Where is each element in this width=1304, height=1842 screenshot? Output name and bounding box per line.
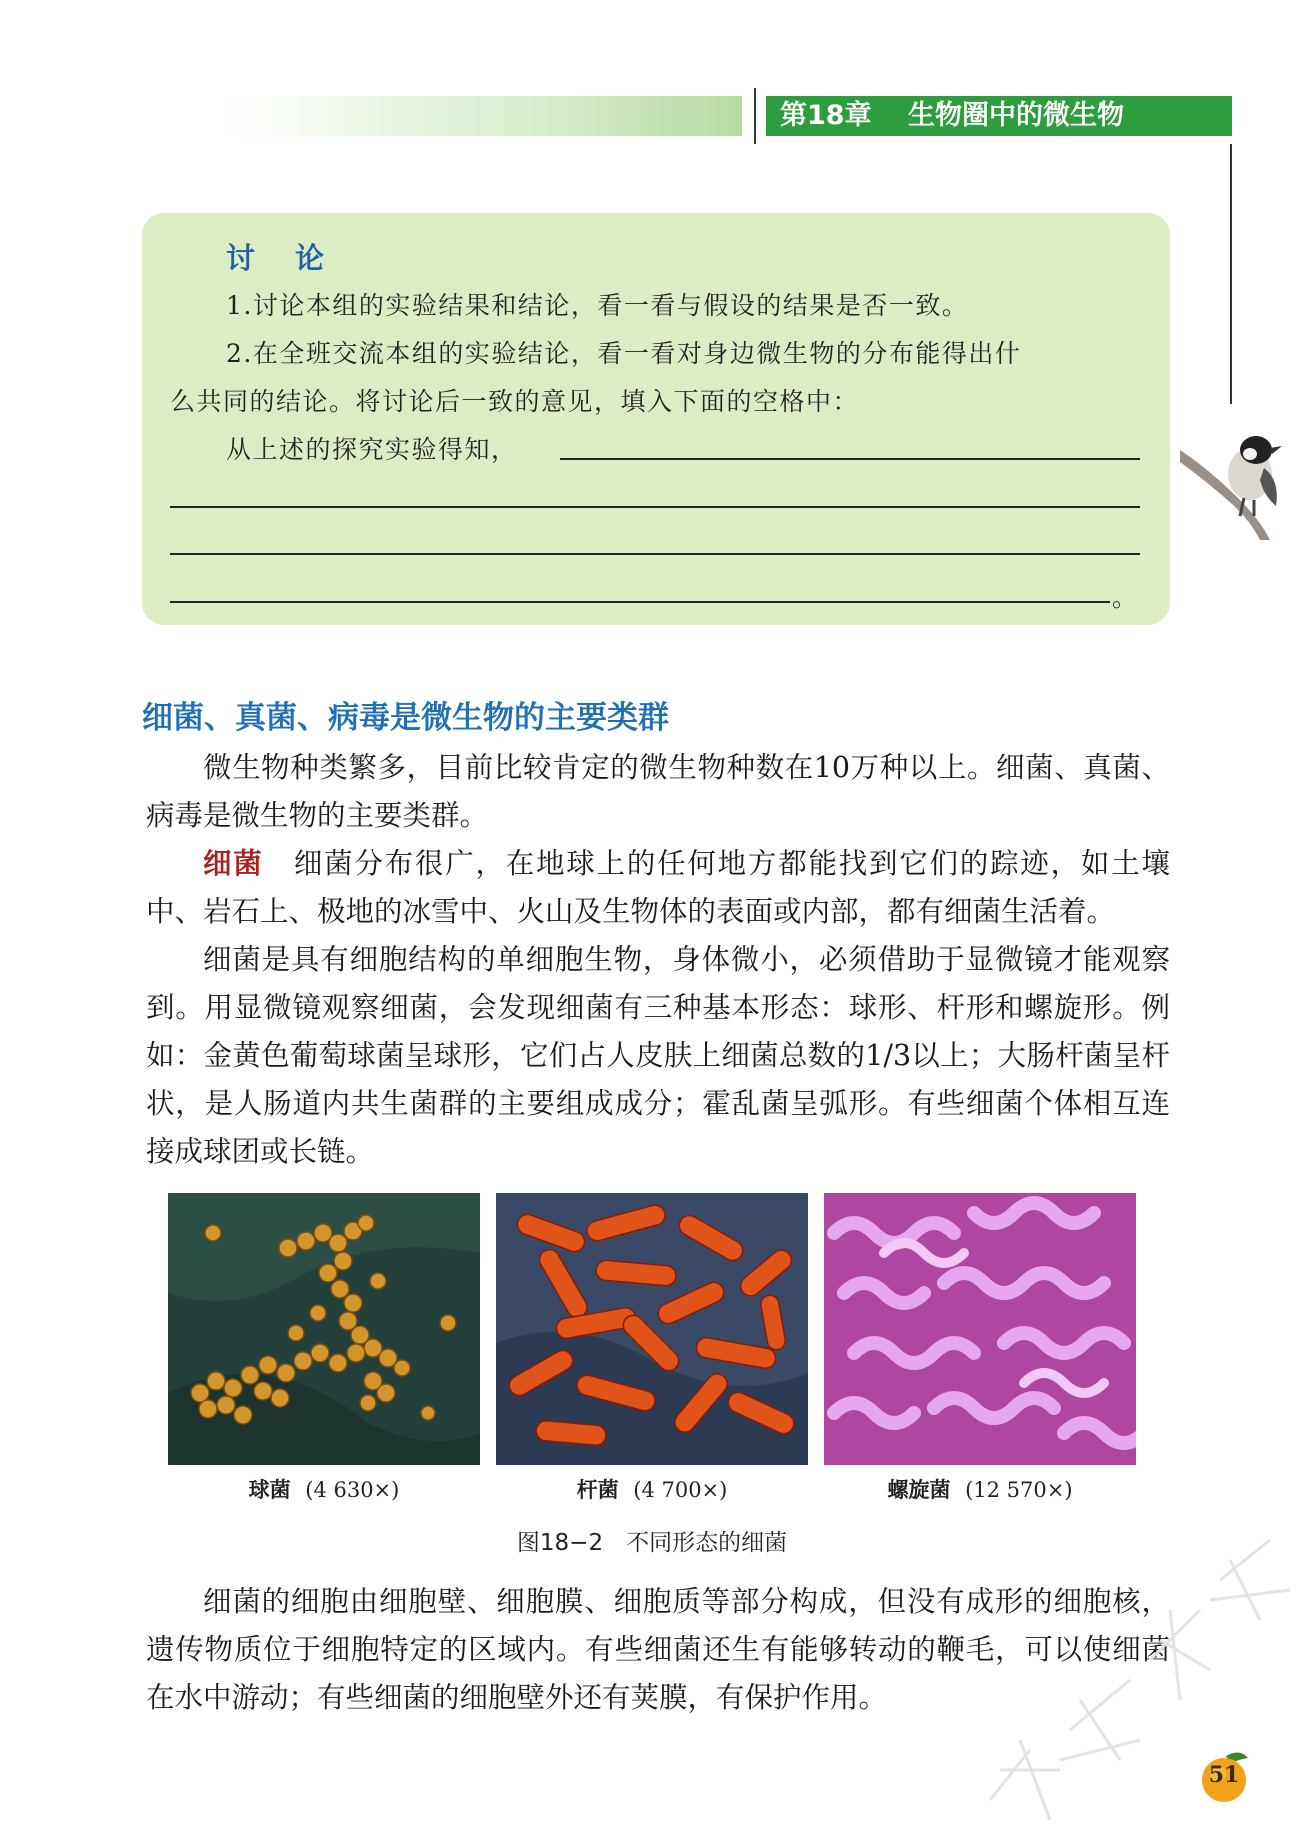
chapter-header [766,96,1232,136]
answer-blank-line[interactable] [560,458,1140,460]
coccus-caption [168,1474,480,1504]
paragraph-2 [146,840,1170,936]
answer-blank-line[interactable] [170,601,1110,603]
bacillus-magnification: (4 700×) [633,1478,728,1502]
header-divider [754,88,756,144]
answer-blank-line[interactable] [170,506,1140,508]
chapter-title: 生物圈中的微生物 [907,100,1124,131]
paragraph-4-text: 细菌的细胞由细胞壁、细胞膜、细胞质等部分构成，但没有成形的细胞核，遗传物质位于细胞特定的区域内。有些细菌还生有能够转动的鞭毛，可以使细菌在水中游动；有些细菌的细胞壁外还有荚膜，有保护作用。 [146,1585,1170,1714]
term-bacteria: 细菌 [203,847,264,880]
discussion-item-2-cont: 么共同的结论。将讨论后一致的意见，填入下面的空格中： [170,387,860,416]
discussion-item-1: 1.讨论本组的实验结果和结论，看一看与假设的结果是否一致。 [226,291,969,320]
answer-end-mark: 。 [1112,583,1139,612]
paragraph-2-text: 细菌分布很广，在地球上的任何地方都能找到它们的踪迹，如土壤中、岩石上、极地的冰雪中、火山及生物体的表面或内部，都有细菌生活着。 [146,847,1170,928]
spirillum-label: 螺旋菌 [887,1478,951,1502]
bacillus-label: 杆菌 [576,1478,619,1502]
figure-caption: 图18−2 不同形态的细菌 [516,1530,788,1556]
paragraph-3 [146,936,1170,1176]
coccus-magnification: (4 630×) [305,1478,400,1502]
coccus-photo [168,1193,480,1465]
chapter-number: 第18章 [780,100,872,131]
spirillum-photo [824,1193,1136,1465]
bird-illustration [1180,420,1304,540]
coccus-label: 球菌 [248,1478,291,1502]
bacillus-photo [496,1193,808,1465]
spirillum-magnification: (12 570×) [965,1478,1073,1502]
discussion-prompt: 从上述的探究实验得知， [226,435,518,464]
section-title: 细菌、真菌、病毒是微生物的主要类群 [142,700,669,736]
discussion-item-2: 2.在全班交流本组的实验结论，看一看对身边微生物的分布能得出什 [226,339,1022,368]
paragraph-1-text: 微生物种类繁多，目前比较肯定的微生物种数在10万种以上。细菌、真菌、病毒是微生物的主要类群。 [146,751,1170,832]
answer-blank-line[interactable] [170,553,1140,555]
paragraph-3-text: 细菌是具有细胞结构的单细胞生物，身体微小，必须借助于显微镜才能观察到。用显微镜观察细菌，会发现细菌有三种基本形态：球形、杆形和螺旋形。例如：金黄色葡萄球菌呈球形，它们占人皮肤上细菌总数的1/3以上；大肠杆菌呈杆状，是人肠道内共生菌群的主要组成成分；霍乱菌呈弧形。有些细菌个体相互连接成球团或长链。 [146,943,1170,1168]
paragraph-1 [146,744,1170,840]
margin-rule [1230,144,1232,404]
header-gradient-bar [0,96,742,136]
discussion-title: 讨论 [226,241,365,275]
page-number: 51 [1208,1762,1240,1788]
bacillus-caption [496,1474,808,1504]
